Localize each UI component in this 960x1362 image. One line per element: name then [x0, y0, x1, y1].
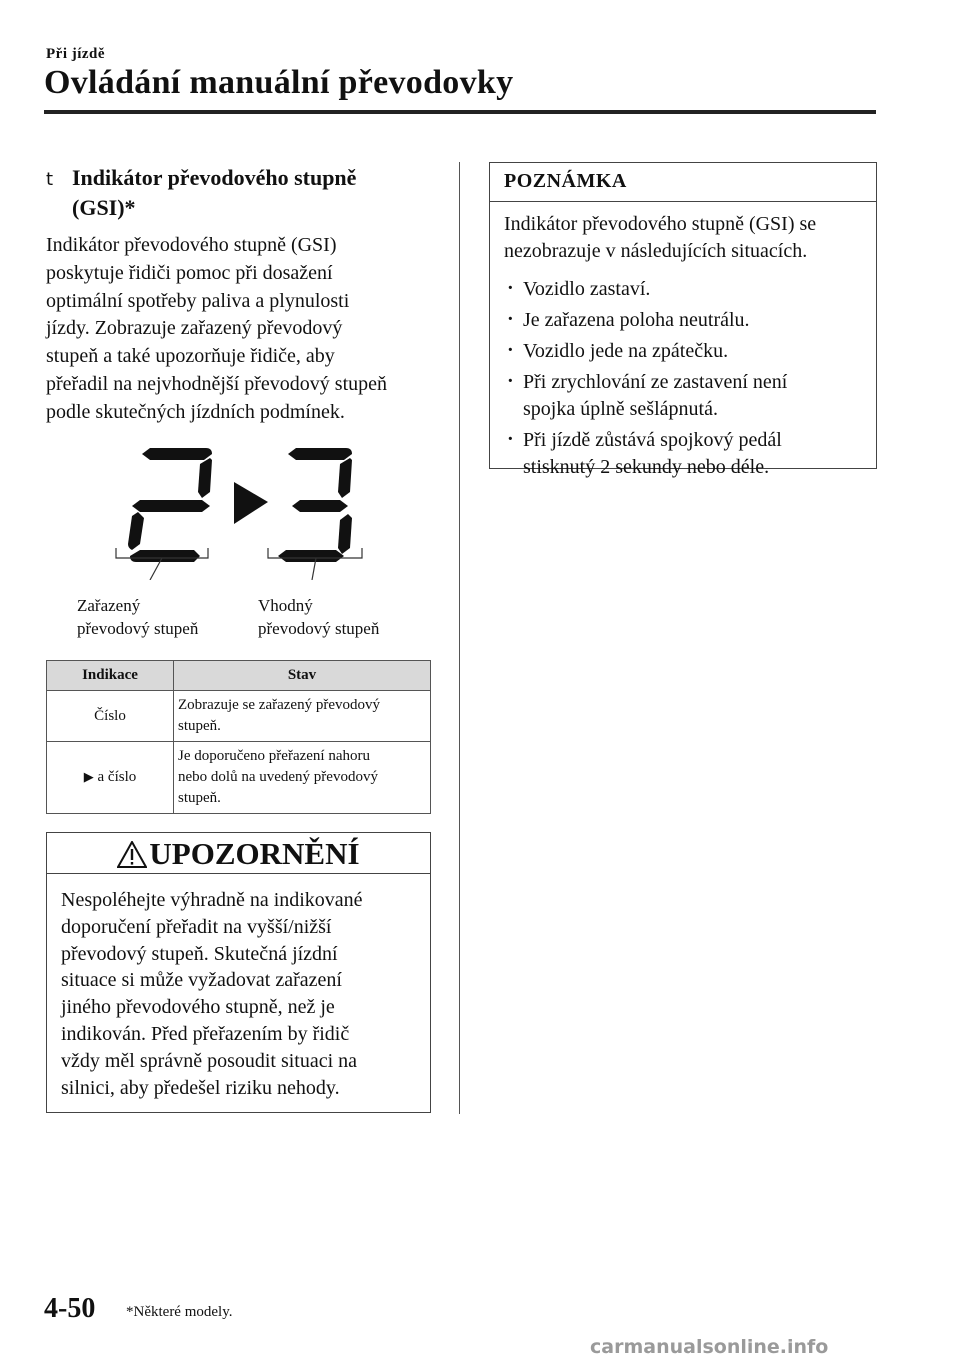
footnote: *Některé modely.: [126, 1304, 233, 1320]
warning-triangle-icon: [117, 841, 147, 868]
intro-line: přeřadil na nejvhodnější převodový stupeň: [46, 372, 388, 395]
warning-line: doporučení přeřadit na vyšší/nižší: [61, 915, 332, 938]
section-label: Při jízdě: [46, 46, 106, 62]
status-line: stupeň.: [178, 718, 221, 734]
page-number: 4-50: [44, 1293, 96, 1324]
watermark: carmanualsonline.info: [590, 1336, 829, 1358]
caption-line: Zařazený: [77, 596, 141, 615]
table-row: [47, 691, 431, 742]
cell-indication: Číslo: [47, 691, 174, 742]
warning-line: převodový stupeň. Skutečná jízdní: [61, 942, 338, 965]
cell-status: [174, 691, 431, 742]
list-item: [504, 338, 866, 365]
list-item-line: · Je zařazena poloha neutrálu.: [523, 309, 750, 331]
warning-text: [61, 887, 421, 1101]
column-header-status: Stav: [174, 661, 431, 691]
list-item-line: · Vozidlo zastaví.: [523, 278, 651, 300]
caption-line: Vhodný: [258, 596, 313, 615]
list-item-line: · Vozidlo jede na zpátečku.: [523, 340, 729, 362]
note-title: POZNÁMKA: [504, 170, 627, 192]
intro-line: stupeň a také upozorňuje řidiče, aby: [46, 345, 335, 368]
table-row: [47, 742, 431, 814]
intro-line: podle skutečných jízdních podmínek.: [46, 400, 345, 423]
status-line: Je doporučeno přeřazení nahoru: [178, 748, 370, 764]
warning-line: jiného převodového stupně, než je: [61, 996, 335, 1019]
warning-box: [46, 832, 431, 1113]
status-line: nebo dolů na uvedený převodový: [178, 769, 378, 785]
intro-line: jízdy. Zobrazuje zařazený převodový: [46, 317, 343, 340]
gsi-heading: [46, 163, 446, 223]
table-header-row: [47, 661, 431, 691]
indication-table: [46, 660, 431, 814]
indication-text: a číslo: [97, 769, 137, 785]
caption-suggested-gear: [258, 594, 379, 640]
status-line: Zobrazuje se zařazený převodový: [178, 697, 380, 713]
note-intro-line: nezobrazuje v následujících situacích.: [504, 240, 808, 262]
list-item-line: · Při jízdě zůstává spojkový pedál: [523, 429, 782, 451]
list-item: [504, 369, 866, 423]
note-intro: [504, 211, 866, 265]
intro-line: optimální spotřeby paliva a plynulosti: [46, 289, 350, 312]
shift-arrow-icon: ▶: [83, 770, 94, 785]
warning-line: indikován. Před přeřazením by řidič: [61, 1022, 350, 1045]
gsi-heading-line2: (GSI)*: [72, 195, 136, 220]
note-box: [489, 162, 877, 478]
list-item: [504, 307, 866, 334]
list-item-line: · Při zrychlování ze zastavení není: [523, 371, 788, 393]
note-header: [490, 163, 876, 202]
warning-line: vždy měl správně posoudit situaci na: [61, 1049, 358, 1072]
list-item: [504, 276, 866, 303]
list-item-line: spojka úplně sešlápnutá.: [523, 398, 718, 420]
gear-display-illustration: [110, 440, 380, 580]
list-item-line: stisknutý 2 sekundy nebo déle.: [523, 456, 770, 478]
cell-indication: [47, 742, 174, 814]
warning-line: silnici, aby předešel riziku nehody.: [61, 1076, 340, 1099]
current-gear-digit: [128, 448, 212, 562]
intro-line: poskytuje řidiči pomoc při dosažení: [46, 261, 333, 284]
column-divider: [459, 162, 460, 1114]
column-header-indication: Indikace: [47, 661, 174, 691]
caption-current-gear: [77, 594, 198, 640]
list-item: [504, 427, 866, 481]
note-list: [504, 276, 866, 485]
section-bullet: t: [46, 169, 54, 190]
gsi-intro: [46, 232, 446, 427]
warning-line: Nespoléhejte výhradně na indikované: [61, 889, 363, 911]
status-line: stupeň.: [178, 790, 221, 806]
caption-line: převodový stupeň: [258, 619, 380, 638]
note-intro-line: Indikátor převodového stupně (GSI) se: [504, 213, 817, 235]
title-rule: [44, 110, 876, 114]
gsi-heading-line1: Indikátor převodového stupně: [72, 165, 357, 190]
page-title: Ovládání manuální převodovky: [44, 64, 514, 101]
warning-line: situace si může vyžadovat zařazení: [61, 969, 342, 992]
intro-line: Indikátor převodového stupně (GSI): [46, 234, 337, 256]
warning-title: UPOZORNĚNÍ: [149, 836, 360, 871]
warning-header: [47, 833, 430, 874]
cell-status: [174, 742, 431, 814]
shift-arrow-icon: [234, 482, 268, 524]
caption-line: převodový stupeň: [77, 619, 199, 638]
suggested-gear-digit: [278, 448, 352, 562]
